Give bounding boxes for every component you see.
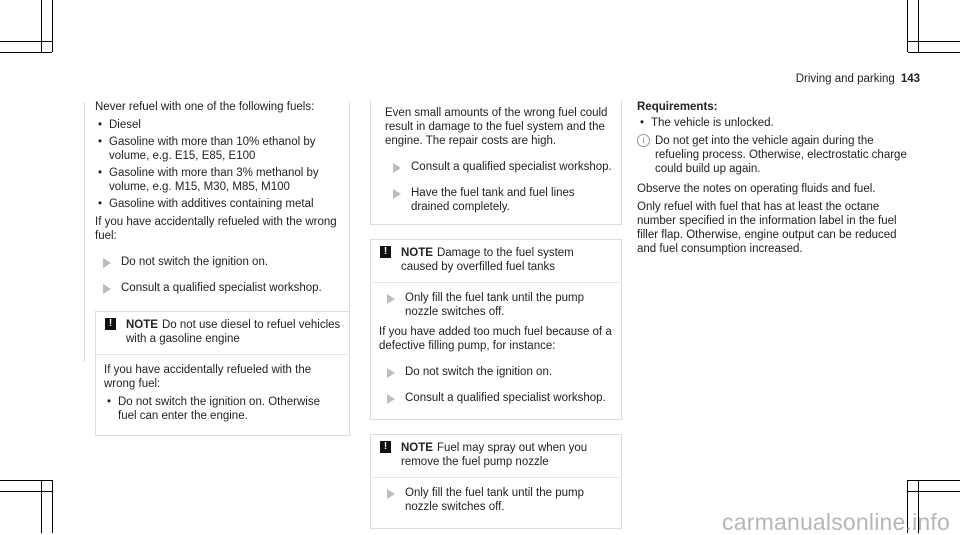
note-header (371, 435, 621, 478)
note-label: NOTE (401, 247, 433, 259)
section-title: Driving and parking (795, 73, 895, 85)
note-body (371, 478, 621, 528)
step-arrow-icon (387, 394, 395, 404)
step-arrow-icon (387, 489, 395, 499)
column-1 (95, 100, 350, 436)
note-body (96, 355, 349, 435)
continued-note-box (370, 100, 622, 225)
instruction-step: Only fill the fuel tank until the pump nozzle switches off. (379, 486, 613, 514)
note-title: Damage to the fuel system caused by overfilled fuel tanks (401, 247, 574, 273)
warning-icon: ! (105, 318, 116, 330)
crop-mark (908, 491, 960, 492)
note-box (370, 434, 622, 529)
crop-mark (0, 41, 52, 42)
crop-mark (908, 41, 960, 42)
instruction-step: Consult a qualified specialist workshop. (379, 391, 613, 405)
crop-mark (41, 0, 42, 52)
crop-mark (52, 480, 53, 533)
note-label: NOTE (401, 442, 433, 454)
instruction-step: Do not switch the ignition on. (379, 365, 613, 379)
instruction-step: Have the fuel tank and fuel lines drained completely. (385, 186, 613, 214)
crop-mark (41, 480, 42, 533)
instruction-step: Consult a qualified specialist workshop. (385, 160, 613, 174)
note-body (371, 283, 621, 419)
crop-mark (0, 491, 52, 492)
paragraph: Only refuel with fuel that has at least the octane number specified in the information label in the fuel filler flap. Otherwise, engine output can be reduced and fuel consumption increased. (637, 201, 897, 255)
page-header (796, 72, 920, 86)
wrong-fuel-text: If you have accidentally refueled with the wrong fuel: (95, 216, 337, 242)
note-header (371, 240, 621, 283)
warning-icon: ! (380, 441, 391, 453)
step-arrow-icon (103, 258, 111, 268)
crop-mark (908, 52, 960, 53)
note-title: Do not use diesel to refuel vehicles with a gasoline engine (126, 319, 341, 345)
note-text: If you have added too much fuel because of a defective filling pump, for instance: (379, 326, 612, 352)
list-item: • Do not switch the ignition on. Otherwise fuel can enter the engine. (104, 395, 341, 423)
step-arrow-icon (393, 163, 401, 173)
crop-mark (918, 0, 919, 52)
requirements-list (637, 116, 907, 130)
page-number: 143 (900, 73, 920, 85)
note-box (370, 239, 622, 420)
list-item: • Gasoline with more than 3% methanol by volume, e.g. M15, M30, M85, M100 (95, 166, 350, 194)
step-arrow-icon (393, 189, 401, 199)
note-bullets (104, 395, 341, 423)
continued-text: Even small amounts of the wrong fuel could result in damage to the fuel system and the engine. The repair costs are high. (385, 107, 608, 147)
instruction-step: Consult a qualified specialist workshop. (95, 281, 350, 295)
instruction-step: Do not switch the ignition on. (95, 255, 350, 269)
list-item: • Gasoline with additives containing metal (95, 197, 350, 211)
step-arrow-icon (103, 284, 111, 294)
column-3 (637, 100, 907, 260)
note-label: NOTE (126, 319, 158, 331)
list-item: • Diesel (95, 118, 350, 132)
crop-mark (0, 480, 52, 481)
note-box (95, 311, 350, 436)
note-title: Fuel may spray out when you remove the fuel pump nozzle (401, 442, 588, 468)
paragraph: Observe the notes on operating fluids and fuel. (637, 183, 876, 195)
column-2 (370, 100, 622, 529)
step-arrow-icon (387, 368, 395, 378)
crop-mark (52, 0, 53, 52)
crop-mark (907, 0, 908, 52)
list-item: • Gasoline with more than 10% ethanol by volume, e.g. E15, E85, E100 (95, 135, 350, 163)
info-note: i Do not get into the vehicle again during the refueling process. Otherwise, electrostatic charge could build up again. (637, 134, 907, 176)
forbidden-fuel-list (95, 118, 350, 211)
instruction-step: Only fill the fuel tank until the pump nozzle switches off. (379, 291, 613, 319)
list-item: • The vehicle is unlocked. (637, 116, 907, 130)
crop-mark (908, 480, 960, 481)
fuel-warning-intro: Never refuel with one of the following fuels: (95, 101, 315, 113)
note-header (96, 312, 349, 355)
column-divider (84, 102, 85, 362)
info-icon: i (637, 134, 650, 147)
note-text: If you have accidentally refueled with the wrong fuel: (104, 364, 312, 390)
requirements-title: Requirements: (637, 101, 718, 113)
watermark: carmanualsonline.info (722, 509, 950, 535)
step-arrow-icon (387, 294, 395, 304)
crop-mark (0, 52, 52, 53)
warning-icon: ! (380, 246, 391, 258)
